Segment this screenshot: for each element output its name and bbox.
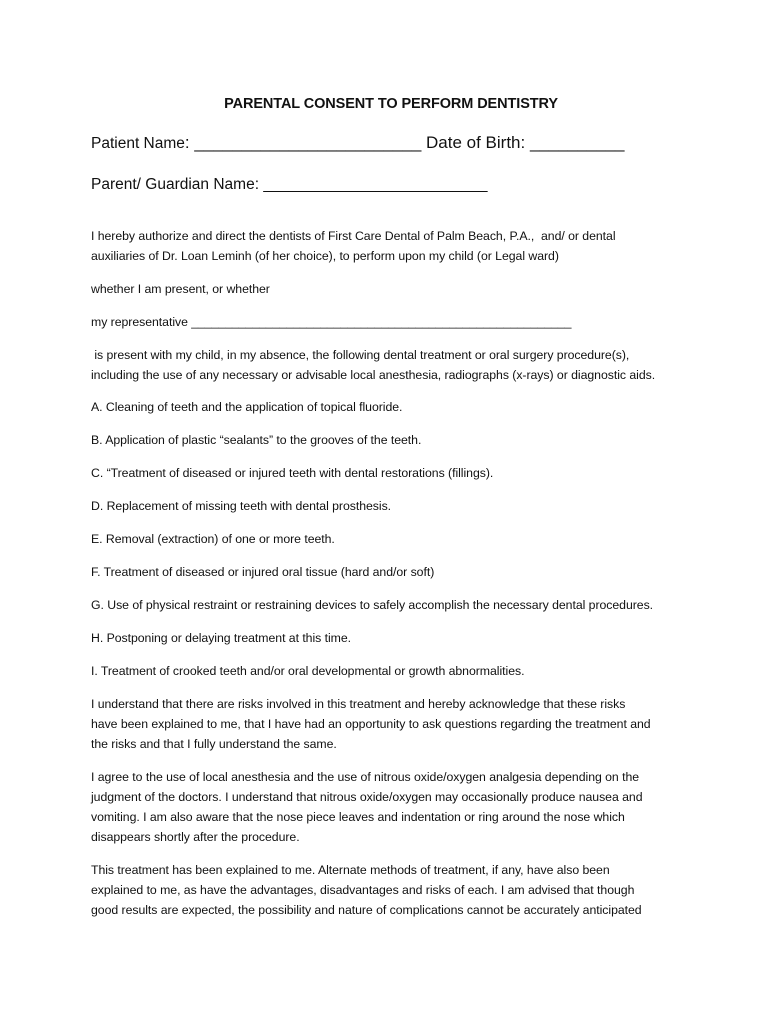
procedures-intro-line: is present with my child, in my absence, the following dental treatment or oral surgery procedure(s), — [91, 348, 630, 362]
procedure-item — [91, 661, 691, 681]
guardian-line — [91, 176, 487, 194]
whether-paragraph — [91, 279, 691, 299]
procedure-item-text: D. Replacement of missing teeth with dental prosthesis. — [91, 499, 392, 513]
anesthesia-line: judgment of the doctors. I understand that nitrous oxide/oxygen may occasionally produce nausea and — [91, 790, 643, 804]
guardian-name-label: Parent/ Guardian Name: — [91, 176, 264, 193]
risks-line: have been explained to me, that I have had an opportunity to ask questions regarding the treatment and — [91, 717, 651, 731]
whether-line: whether I am present, or whether — [91, 282, 270, 296]
procedure-item-text: F. Treatment of diseased or injured oral tissue (hard and/or soft) — [91, 565, 435, 579]
procedure-item — [91, 496, 691, 516]
procedure-item-text: I. Treatment of crooked teeth and/or oral developmental or growth abnormalities. — [91, 664, 525, 678]
procedure-item — [91, 463, 691, 483]
patient-name-colon: : — [184, 133, 190, 152]
explained-line: good results are expected, the possibility and nature of complications cannot be accurately anticipated — [91, 903, 642, 917]
procedures-intro-line: including the use of any necessary or advisable local anesthesia, radiographs (x-rays) or diagnostic aids. — [91, 368, 656, 382]
procedures-intro-paragraph — [91, 345, 691, 385]
anesthesia-line: disappears shortly after the procedure. — [91, 830, 300, 844]
procedure-item — [91, 628, 691, 648]
procedure-item — [91, 595, 691, 615]
explained-line: explained to me, as have the advantages, disadvantages and risks of each. I am advised that though — [91, 883, 635, 897]
anesthesia-line: I agree to the use of local anesthesia and the use of nitrous oxide/oxygen analgesia depending on the — [91, 770, 640, 784]
patient-name-blank[interactable]: ________________________ — [189, 133, 427, 152]
patient-name-label: Patient Name — [91, 135, 185, 152]
authorization-paragraph — [91, 226, 691, 266]
dob-label: Date of Birth: — [426, 133, 530, 152]
anesthesia-paragraph — [91, 767, 691, 847]
procedure-item — [91, 562, 691, 582]
risks-paragraph — [91, 694, 691, 754]
procedure-item — [91, 430, 691, 450]
procedure-item-text: G. Use of physical restraint or restraining devices to safely accomplish the necessary dental procedures. — [91, 598, 654, 612]
risks-line: the risks and that I fully understand the same. — [91, 737, 337, 751]
risks-line: I understand that there are risks involved in this treatment and hereby acknowledge that these risks — [91, 697, 626, 711]
anesthesia-line: vomiting. I am also aware that the nose piece leaves and indentation or ring around the nose which — [91, 810, 625, 824]
procedure-item-text: C. “Treatment of diseased or injured teeth with dental restorations (fillings). — [91, 466, 494, 480]
dob-blank[interactable]: __________ — [529, 133, 625, 152]
procedure-item-text: H. Postponing or delaying treatment at this time. — [91, 631, 352, 645]
procedure-item-text: B. Application of plastic “sealants” to the grooves of the teeth. — [91, 433, 422, 447]
intro-line: I hereby authorize and direct the dentists of First Care Dental of Palm Beach, P.A., and/ or dental — [91, 229, 616, 243]
procedure-item-text: E. Removal (extraction) of one or more teeth. — [91, 532, 335, 546]
explained-paragraph — [91, 860, 691, 920]
procedure-item-text: A. Cleaning of teeth and the application of topical fluoride. — [91, 400, 403, 414]
patient-dob-line — [91, 133, 625, 153]
representative-line[interactable]: my representative ________________________________________________________ — [91, 315, 572, 329]
procedure-item — [91, 529, 691, 549]
explained-line: This treatment has been explained to me. Alternate methods of treatment, if any, have also been — [91, 863, 610, 877]
procedure-item — [91, 397, 691, 417]
guardian-name-blank[interactable]: __________________________ — [263, 176, 488, 193]
form-title: PARENTAL CONSENT TO PERFORM DENTISTRY — [224, 96, 558, 112]
intro-line: auxiliaries of Dr. Loan Leminh (of her choice), to perform upon my child (or Legal ward) — [91, 249, 559, 263]
representative-paragraph — [91, 312, 691, 332]
